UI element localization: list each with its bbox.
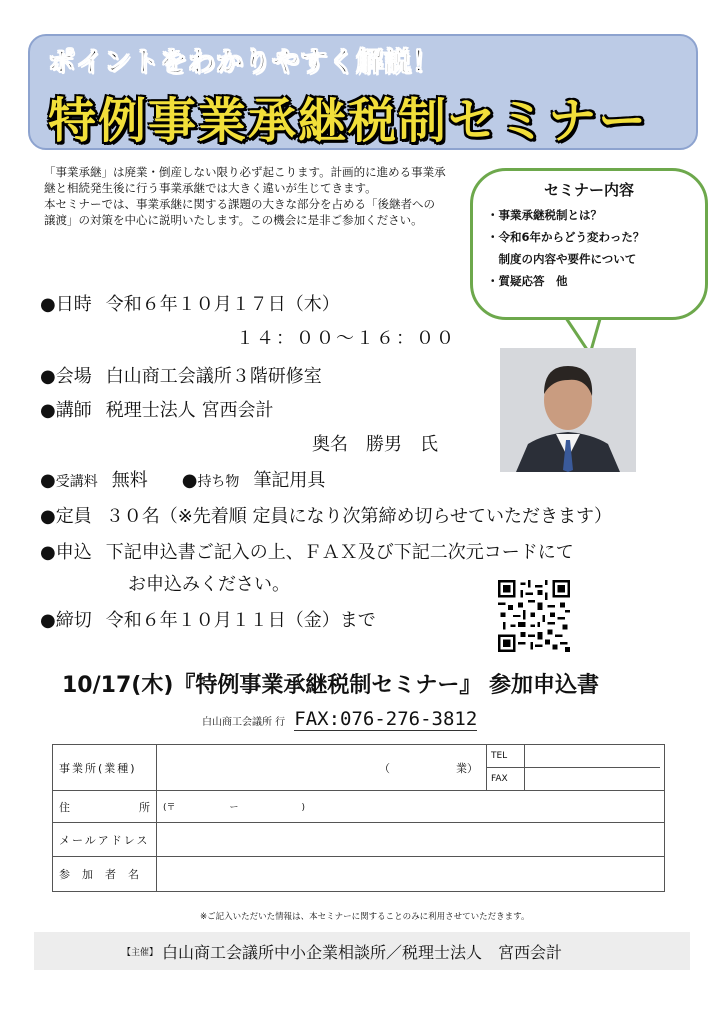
- deadline-value: 令和６年１０月１１日（金）まで: [105, 610, 376, 631]
- fee-value: 無料: [111, 470, 148, 491]
- intro-paragraph-2: 本セミナーでは、事業承継に関する課題の大きな部分を占める「後継者への譲渡」の対策を中心に説明いたします。この機会に是非ご参加ください。: [44, 197, 435, 227]
- apply-value-1: 下記申込書ご記入の上、ＦＡＸ及び下記二次元コードにて: [105, 542, 574, 563]
- lecturer-label: 講師: [55, 400, 92, 421]
- tel-field[interactable]: [525, 745, 660, 768]
- bubble-title: セミナー内容: [543, 181, 634, 199]
- detail-capacity: [40, 502, 612, 528]
- organizer-tag: 【主催】: [122, 947, 159, 958]
- address-label-b: 所: [139, 800, 150, 814]
- bullet-icon: ●: [40, 400, 56, 421]
- fax-line: [202, 708, 477, 730]
- lecturer-photo: [500, 348, 636, 472]
- apply-value-2: お申込みください。: [128, 574, 290, 595]
- bullet-icon: ●: [181, 470, 198, 491]
- apply-label: 申込: [55, 542, 92, 563]
- bullet-icon: ●: [40, 506, 56, 527]
- intro-paragraph-1: 「事業承継」は廃業・倒産しない限り必ず起こります。計画的に進める事業承継と相続発生後に行う事業承継では大きく違いが生じてきます。: [44, 165, 446, 195]
- contact-cells: [486, 745, 660, 791]
- address-postal: (〒 ー ): [163, 803, 306, 813]
- business-type-paren: （ 業）: [379, 761, 478, 775]
- business-label: 事業所(業種): [53, 745, 157, 790]
- privacy-note: ※ご記入いただいた情報は、本セミナーに関することのみに利用させていただきます。: [200, 912, 530, 922]
- participant-label: 参加者名: [53, 857, 157, 891]
- detail-time: １４：００～１６：００: [236, 328, 456, 349]
- fax-number-value: 076-276-3812: [340, 708, 478, 730]
- form-row-address: [53, 791, 664, 823]
- bubble-item: 制度の内容や要件について: [487, 252, 637, 266]
- bubble-list: [473, 204, 705, 292]
- email-field[interactable]: [157, 823, 664, 856]
- venue-label: 会場: [55, 366, 92, 387]
- detail-lecturer: [40, 396, 273, 422]
- fax-cell-label: FAX: [487, 768, 525, 791]
- detail-deadline: [40, 606, 376, 632]
- fax-number: [294, 708, 477, 731]
- header-banner: [28, 34, 698, 150]
- detail-apply: [40, 538, 574, 564]
- address-field[interactable]: [157, 791, 664, 822]
- page-title: 特例事業承継税制セミナー: [48, 93, 649, 149]
- date-value: 令和６年１０月１７日（木）: [105, 294, 340, 315]
- fax-row: [487, 768, 660, 791]
- capacity-value: ３０名（※先着順 定員になり次第締め切らせていただきます）: [105, 506, 612, 527]
- fax-label: FAX:: [294, 708, 341, 730]
- venue-value: 白山商工会議所３階研修室: [105, 366, 322, 387]
- bullet-icon: ●: [40, 470, 56, 491]
- organizer-footer: [34, 932, 690, 970]
- email-label: メールアドレス: [53, 823, 157, 856]
- bullet-icon: ●: [40, 366, 56, 387]
- tel-label: TEL: [487, 745, 525, 768]
- bubble-item: ・令和6年からどう変わった？: [487, 230, 645, 244]
- date-label: 日時: [55, 294, 92, 315]
- fee-label: 受講料: [55, 474, 98, 490]
- bullet-icon: ●: [40, 610, 56, 631]
- bubble-item: ・質疑応答 他: [487, 274, 568, 288]
- seminar-content-bubble: [470, 168, 708, 320]
- bullet-icon: ●: [40, 294, 56, 315]
- lecturer-value: 税理士法人 宮西会計: [105, 400, 274, 421]
- participant-field[interactable]: [157, 857, 664, 891]
- header-subtitle: ポイントをわかりやすく解説！: [48, 47, 440, 78]
- organizer-text: 白山商工会議所中小企業相談所／税理士法人 宮西会計: [162, 942, 563, 962]
- items-label: 持ち物: [197, 474, 240, 490]
- address-label: [53, 791, 157, 822]
- fax-recipient: 白山商工会議所 行: [202, 717, 286, 728]
- form-row-email: [53, 823, 664, 857]
- form-title: 10/17(木)『特例事業承継税制セミナー』 参加申込書: [62, 673, 600, 698]
- address-label-a: 住: [59, 800, 70, 814]
- detail-date: [40, 290, 340, 316]
- detail-fee-items: [40, 466, 325, 492]
- detail-venue: [40, 362, 322, 388]
- bubble-item: ・事業承継税制とは？: [487, 208, 602, 222]
- bullet-icon: ●: [40, 542, 56, 563]
- business-field[interactable]: [157, 745, 664, 790]
- tel-row: [487, 745, 660, 769]
- form-row-business: [53, 745, 664, 791]
- fax-field[interactable]: [525, 768, 660, 791]
- application-form: [52, 744, 665, 892]
- items-value: 筆記用具: [253, 470, 326, 491]
- person-icon: [500, 348, 636, 472]
- deadline-label: 締切: [55, 610, 92, 631]
- qr-code-icon[interactable]: [498, 580, 570, 652]
- lecturer-name: 奥名 勝男 氏: [312, 434, 438, 455]
- capacity-label: 定員: [55, 506, 92, 527]
- intro-text: [44, 164, 446, 228]
- form-row-participant: [53, 857, 664, 891]
